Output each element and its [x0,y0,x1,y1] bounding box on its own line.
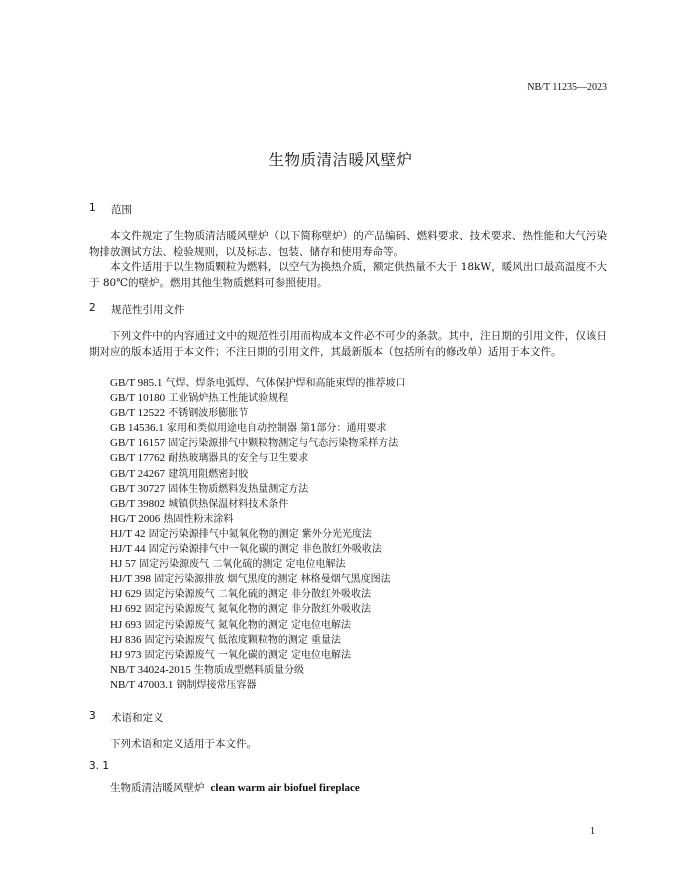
reference-item: HJ/T 398 固定污染源排放 烟气黑度的测定 林格曼烟气黑度图法 [110,573,391,586]
reference-item: NB/T 34024-2015 生物质成型燃料质量分级 [110,663,304,676]
reference-item: GB/T 24267 建筑用阻燃密封胶 [110,467,249,480]
reference-item: HJ 629 固定污染源废气 二氧化硫的测定 非分散红外吸收法 [110,588,372,601]
reference-item: GB/T 39802 城镇供热保温材料技术条件 [110,497,289,510]
reference-item: GB/T 10180 工业锅炉热工性能试验规程 [110,392,289,405]
reference-item: GB/T 30727 固体生物质燃料发热量测定方法 [110,482,309,495]
section-title: 术语和定义 [111,712,164,724]
section-3-heading [89,710,489,724]
reference-item: HG/T 2006 热固性粉末涂料 [110,512,234,525]
section-2-heading [89,302,489,316]
reference-item: HJ 57 固定污染源废气 二氧化硫的测定 定电位电解法 [110,558,346,571]
section-title: 规范性引用文件 [111,304,185,316]
section-1-paragraph-1: 本文件规定了生物质清洁暖风壁炉（以下简称壁炉）的产品编码、燃料要求、技术要求、热性能和大气污染物排放测试方法、检验规则，以及标志、包装、储存和使用寿命等。 [89,230,607,258]
term-entry [110,780,360,795]
reference-item: GB/T 16157 固定污染源排气中颗粒物测定与气态污染物采样方法 [110,437,399,450]
term-english: clean warm air biofuel fireplace [210,782,360,794]
page-number: 1 [590,826,595,837]
standard-number: NB/T 11235—2023 [527,82,607,93]
document-title: 生物质清洁暖风壁炉 [268,151,413,169]
reference-item: NB/T 47003.1 钢制焊接常压容器 [110,678,257,691]
reference-item: HJ 693 固定污染源废气 氮氧化物的测定 定电位电解法 [110,618,352,631]
subsection-number: 3. 1 [89,760,110,772]
section-1-heading [89,202,489,216]
term-chinese: 生物质清洁暖风壁炉 [110,782,205,794]
section-2-intro: 下列文件中的内容通过文中的规范性引用而构成本文件必不可少的条款。其中，注日期的引用文件，仅该日期对应的版本适用于本文件；不注日期的引用文件，其最新版本（包括所有的修改单）适用于本文件。 [89,330,607,358]
section-number: 3 [89,710,96,722]
section-number: 1 [89,202,96,214]
reference-item: GB/T 17762 耐热玻璃器具的安全与卫生要求 [110,452,309,465]
reference-item: HJ/T 42 固定污染源排气中氮氧化物的测定 紫外分光光度法 [110,527,372,540]
reference-item: HJ 692 固定污染源废气 氮氧化物的测定 非分散红外吸收法 [110,603,372,616]
reference-item: GB/T 985.1 气焊、焊条电弧焊、气体保护焊和高能束焊的推荐坡口 [110,377,406,389]
section-title: 范围 [111,204,132,216]
section-1-paragraph-2: 本文件适用于以生物质颗粒为燃料，以空气为换热介质，额定供热量不大于 18kW，暖风出口最高温度不大于 80℃的壁炉。燃用其他生物质燃料可参照使用。 [89,261,607,289]
normative-reference-list [110,376,406,693]
reference-item: GB/T 12522 不锈钢波形膨胀节 [110,407,249,420]
section-number: 2 [89,302,96,314]
reference-item: GB 14536.1 家用和类似用途电自动控制器 第1部分：通用要求 [110,422,387,435]
section-3-intro: 下列术语和定义适用于本文件。 [110,738,257,750]
reference-item: HJ 836 固定污染源废气 低浓度颗粒物的测定 重量法 [110,633,342,646]
reference-item: HJ 973 固定污染源废气 一氧化碳的测定 定电位电解法 [110,648,352,661]
reference-item: HJ/T 44 固定污染源排气中一氧化碳的测定 非色散红外吸收法 [110,543,382,556]
